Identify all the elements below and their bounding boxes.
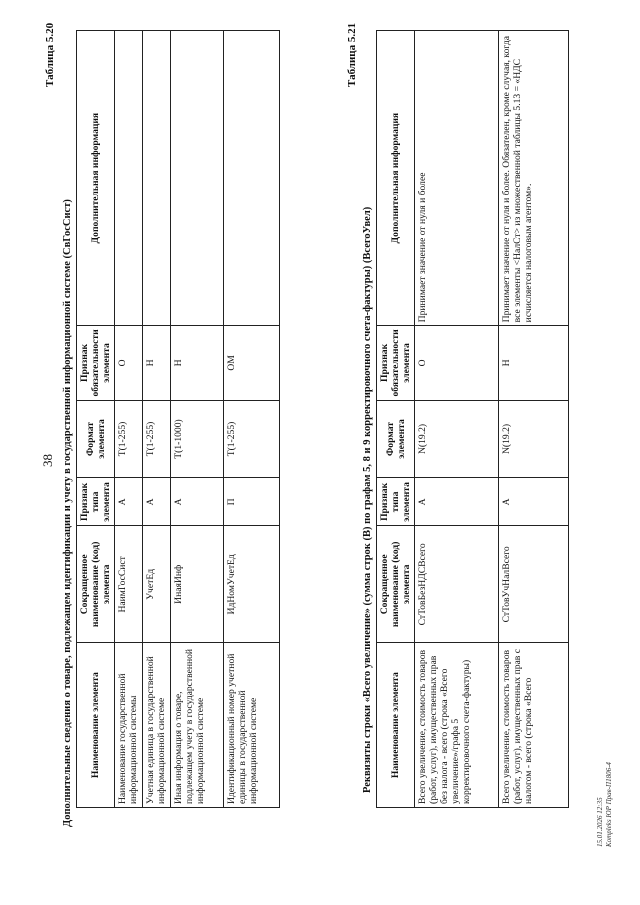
cell-info: [224, 31, 280, 326]
table-20-title: Дополнительные сведения о товаре, подлежащем идентификации и учету в государственной информационной системе (СвГосСист): [62, 199, 73, 827]
cell-code: ИдНомУчетЕд: [224, 526, 280, 643]
cell-type: А: [171, 478, 224, 526]
header-cell: Формат элемента: [77, 400, 115, 478]
cell-name: Идентификационный номер учетной единицы в государственной информационной системе: [224, 643, 280, 808]
header-cell: Наименование элемента: [77, 643, 115, 808]
cell-code: СтТовУчНалВсего: [499, 526, 569, 643]
header-cell: Признак обязательности элемента: [77, 326, 115, 400]
header-cell: Сокращенное наименование (код) элемента: [77, 526, 115, 643]
cell-name: Учетная единица в государственной информационной системе: [143, 643, 171, 808]
table-21: [376, 30, 569, 808]
stamp-line: 15.01.2026 12:35: [596, 797, 604, 847]
header-cell: Сокращенное наименование (код) элемента: [377, 526, 415, 643]
cell-info: Принимает значение от нуля и более. Обязателен, кроме случая, когда все элементы <НалСт> из множественной таблицы 5.13 = «НДС исчисляется налоговым агентом».: [499, 31, 569, 326]
table-row: [115, 31, 143, 808]
stamp-line: Kompleks ЮР Прав-П1806-4: [604, 762, 613, 847]
header-cell: Формат элемента: [377, 400, 415, 478]
system-stamp: [596, 762, 614, 847]
cell-type: П: [224, 478, 280, 526]
cell-type: А: [415, 478, 499, 526]
table-row: [415, 31, 499, 808]
cell-required: Н: [499, 326, 569, 400]
cell-info: [143, 31, 171, 326]
cell-format: T(1-1000): [171, 400, 224, 478]
cell-name: Наименование государственной информационной системы: [115, 643, 143, 808]
cell-name: Всего увеличение, стоимость товаров (работ, услуг), имущественных прав с налогом - всего (строка «Всего: [499, 643, 569, 808]
cell-info: [171, 31, 224, 326]
cell-format: T(1-255): [143, 400, 171, 478]
cell-info: Принимает значение от нуля и более: [415, 31, 499, 326]
cell-required: Н: [143, 326, 171, 400]
cell-name: Всего увеличение, стоимость товаров (работ, услуг), имущественных прав без налога - всего (строка «Всего увеличение»/графа 5 корректировочного счета-фактуры): [415, 643, 499, 808]
cell-type: А: [115, 478, 143, 526]
cell-type: А: [143, 478, 171, 526]
header-cell: Признак типа элемента: [377, 478, 415, 526]
cell-required: ОМ: [224, 326, 280, 400]
table-row: [143, 31, 171, 808]
header-cell: Наименование элемента: [377, 643, 415, 808]
cell-code: УчетЕд: [143, 526, 171, 643]
table-row: [224, 31, 280, 808]
cell-format: T(1-255): [224, 400, 280, 478]
table-21-title: Реквизиты строки «Всего увеличение» (сумма строк (В) по графам 5, 8 и 9 корректировочного счета-фактуры) (ВсегоУвел): [362, 206, 373, 793]
table-21-label: Таблица 5.21: [346, 22, 358, 87]
cell-info: [115, 31, 143, 326]
table-header-row: [77, 31, 115, 808]
table-header-row: [377, 31, 415, 808]
cell-format: N(19.2): [415, 400, 499, 478]
cell-code: НаимГосСист: [115, 526, 143, 643]
cell-code: ИнаяИнф: [171, 526, 224, 643]
table-row: [171, 31, 224, 808]
header-cell: Дополнительная информация: [77, 31, 115, 326]
cell-required: О: [415, 326, 499, 400]
table-row: [499, 31, 569, 808]
header-cell: Дополнительная информация: [377, 31, 415, 326]
page-number: 38: [40, 454, 55, 467]
header-cell: Признак обязательности элемента: [377, 326, 415, 400]
cell-format: N(19.2): [499, 400, 569, 478]
header-cell: Признак типа элемента: [77, 478, 115, 526]
cell-type: А: [499, 478, 569, 526]
cell-required: Н: [171, 326, 224, 400]
table-20: [76, 30, 280, 808]
cell-code: СтТовБезНДСВсего: [415, 526, 499, 643]
cell-format: T(1-255): [115, 400, 143, 478]
cell-name: Иная информация о товаре, подлежащем учету в государственной информационной системе: [171, 643, 224, 808]
cell-required: О: [115, 326, 143, 400]
table-20-label: Таблица 5.20: [44, 22, 56, 87]
